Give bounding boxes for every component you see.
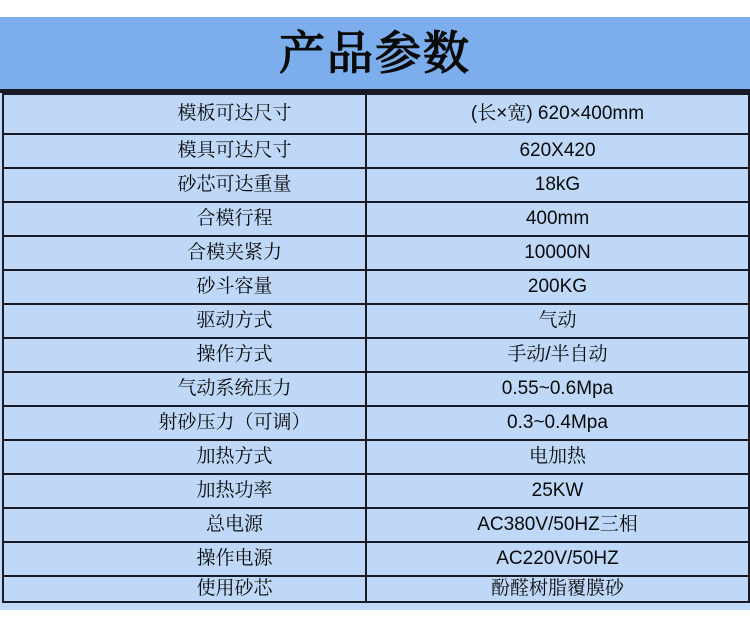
spec-label: 砂芯可达重量: [3, 168, 366, 202]
spec-value: 200KG: [366, 270, 749, 304]
spec-value: 620X420: [366, 134, 749, 168]
table-row: [3, 406, 749, 440]
table-row: [3, 270, 749, 304]
spec-table: [2, 93, 750, 603]
table-row: [3, 236, 749, 270]
title-banner: [0, 17, 750, 93]
spec-table-body: [3, 94, 749, 602]
table-row: [3, 440, 749, 474]
table-row: [3, 372, 749, 406]
spec-label: 砂斗容量: [3, 270, 366, 304]
spec-value: 酚醛树脂覆膜砂: [366, 576, 749, 602]
spec-label: 驱动方式: [3, 304, 366, 338]
spec-label: 合模行程: [3, 202, 366, 236]
spec-label: 操作电源: [3, 542, 366, 576]
spec-value: 0.55~0.6Mpa: [366, 372, 749, 406]
spec-value: 0.3~0.4Mpa: [366, 406, 749, 440]
table-row: [3, 168, 749, 202]
spec-label: 气动系统压力: [3, 372, 366, 406]
table-row: [3, 542, 749, 576]
spec-value: 电加热: [366, 440, 749, 474]
spec-label: 模板可达尺寸: [3, 94, 366, 134]
spec-value: 25KW: [366, 474, 749, 508]
table-row: [3, 304, 749, 338]
table-row: [3, 576, 749, 602]
spec-label: 加热功率: [3, 474, 366, 508]
spec-value: 10000N: [366, 236, 749, 270]
table-row: [3, 474, 749, 508]
top-margin: [0, 0, 750, 17]
spec-value: 18kG: [366, 168, 749, 202]
table-row: [3, 134, 749, 168]
spec-value: AC380V/50HZ三相: [366, 508, 749, 542]
table-row: [3, 338, 749, 372]
spec-label: 模具可达尺寸: [3, 134, 366, 168]
spec-value: 400mm: [366, 202, 749, 236]
spec-value: 气动: [366, 304, 749, 338]
table-row: [3, 508, 749, 542]
spec-value: AC220V/50HZ: [366, 542, 749, 576]
spec-label: 射砂压力（可调）: [3, 406, 366, 440]
page-title: 产品参数: [279, 27, 471, 79]
spec-table-panel: [0, 93, 750, 610]
spec-label: 操作方式: [3, 338, 366, 372]
spec-label: 总电源: [3, 508, 366, 542]
spec-label: 加热方式: [3, 440, 366, 474]
spec-label: 使用砂芯: [3, 576, 366, 602]
spec-label: 合模夹紧力: [3, 236, 366, 270]
table-row: [3, 202, 749, 236]
spec-value: (长×宽) 620×400mm: [366, 94, 749, 134]
spec-value: 手动/半自动: [366, 338, 749, 372]
table-row: [3, 94, 749, 134]
